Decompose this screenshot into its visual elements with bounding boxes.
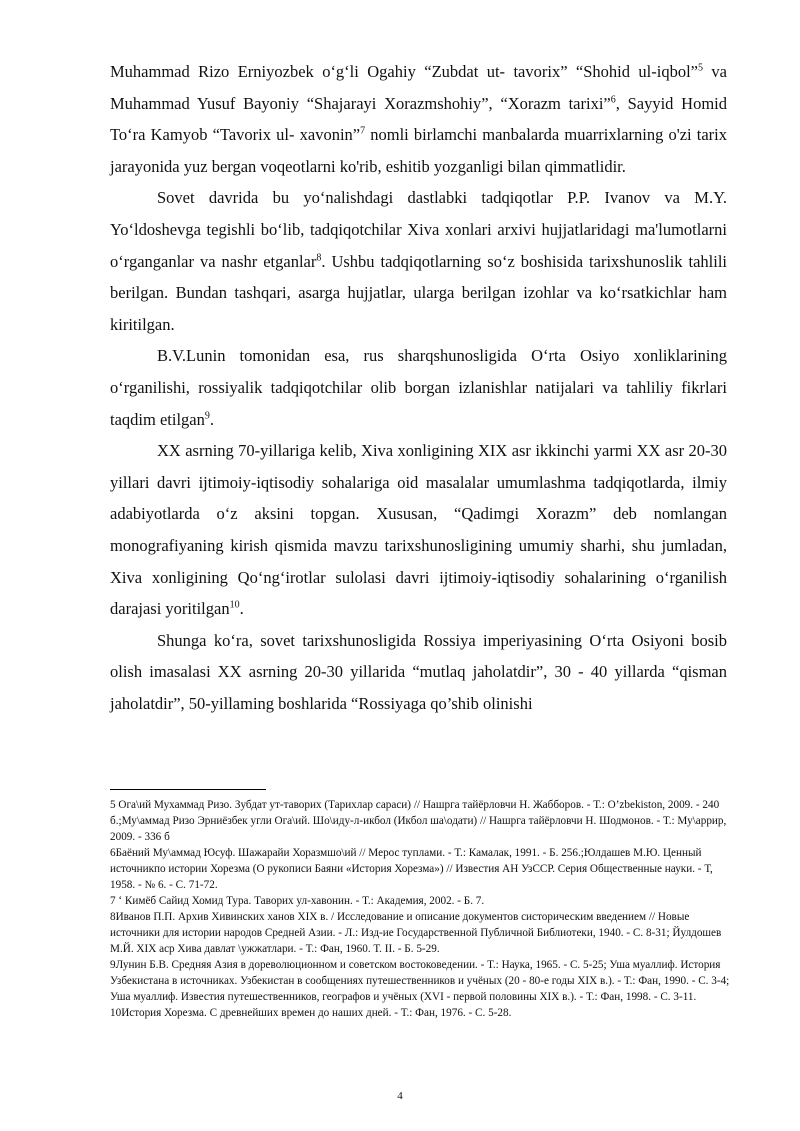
footnote: 7 ʻ Кимёб Сайид Хомид Тура. Таворих ул-хавонин. - Т.: Академия, 2002. - Б. 7. — [110, 895, 485, 907]
paragraph-text: . — [239, 599, 244, 619]
footnotes — [110, 797, 732, 1021]
footnote-marker: 8 — [316, 252, 322, 264]
paragraph-text: Shunga ko‘ra, sovet tarixshunosligida Rossiya imperiyasining O‘rta Osiyoni bosib olish imasalasi XX asrning 20-30 yillarida “mutlaq jaholatdir”, 30 - 40 yillarda “qisman jaholatdir”, 50-yillaming boshlarida “Rossiyaga qo’shib olinishi — [110, 630, 727, 713]
footnote: 5 Ога\ий Мухаммад Ризо. Зубдат ут-таворих (Тарихлар сараси) // Нашрга тайёрловчи Н. Жабборов. - Т.: O’zbekiston, 2009. - 240 б.;Му\аммад Ризо Эрниёзбек угли Ога\ий. Шо\иду-л-икбол (Икбол ша\одати) // Нашрга тайёрловчи Н. Шодмонов. - Т.: Му\аррир, 2009. - 336 б — [110, 799, 727, 843]
footnote-marker: 7 — [360, 125, 366, 137]
paragraph — [110, 182, 727, 340]
paragraph-text: Sovet davrida bu yo‘nalishdagi dastlabki tadqiqotlar P.P. Ivanov va M.Y. Yo‘ldoshevga tegishli bo‘lib, tadqiqotchilar Xiva xonlari arxivi hujjatlaridagi ma'lumotlarni o‘rganganlar va nashr etganlar — [110, 188, 727, 271]
paragraph — [110, 340, 727, 435]
body-text — [110, 56, 727, 719]
paragraph-text: Muhammad Rizo Erniyozbek o‘g‘li Ogahiy “Zubdat ut- tavorix” “Shohid ul-iqbol” — [110, 62, 699, 81]
paragraph-text: , Sayyid Homid To‘ra Kamyob “Tavorix ul- xavonin” — [110, 93, 727, 145]
footnote-marker: 6 — [610, 94, 616, 106]
footnote: 10История Хорезма. С древнейших времен до наших дней. - Т.: Фан, 1976. - С. 5-28. — [110, 1007, 512, 1019]
paragraph — [110, 435, 727, 625]
paragraph-text: . Ushbu tadqiqotlarning so‘z boshisida tarixshunoslik tahlili berilgan. Bundan tashqari, asarga hujjatlar, ularga berilgan izohlar va ko‘rsatkichlar ham kiritilgan. — [110, 251, 727, 334]
paragraph-text: B.V.Lunin tomonidan esa, rus sharqshunosligida O‘rta Osiyo xonliklarining o‘rganilishi, rossiyalik tadqiqotchilar olib borgan izlanishlar natijalari va tahliliy fikrlari taqdim etilgan — [110, 346, 727, 429]
paragraph — [110, 625, 727, 720]
paragraph-text: va Muhammad Yusuf Bayoniy “Shajarayi Xorazmshohiy”, “Xorazm tarixi” — [110, 62, 728, 113]
footnote-marker: 5 — [698, 62, 704, 74]
footnote: 6Баёний Му\аммад Юсуф. Шажарайи Хоразмшо\ий // Мерос туплами. - Т.: Камалак, 1991. - Б. 256.;Юлдашев М.Ю. Ценный источникпо истории Хорезма (О рукописи Баяни «История Хорезма») // Известия АН УзССР. Серия Общественные науки. - Т, 1958. - № 6. - С. 71-72. — [110, 847, 713, 891]
footnote: 8Иванов П.П. Архив Хивинских ханов XIX в. / Исследование и описание документов систорическим введением // Новые источники для истории народов Средней Азии. - Л.: Изд-ие Государственной Публичной Библиотеки, 1940. - С. 8-31; Йулдошев М.Й. XIX аср Хива давлат \ужжатлари. - Т.: Фан, 1960. Т. II. - Б. 5-29. — [110, 911, 722, 955]
footnote-marker: 9 — [204, 410, 210, 422]
paragraph — [110, 56, 727, 182]
footnote-separator — [110, 789, 266, 790]
paragraph-text: . — [209, 409, 214, 429]
footnote-marker: 10 — [229, 599, 240, 611]
paragraph-text: XX asrning 70-yillariga kelib, Xiva xonligining XIX asr ikkinchi yarmi XX asr 20-30 yillari davri ijtimoiy-iqtisodiy sohalariga oid masalalar umumlashma tadqiqotlarda, ilmiy adabiyotlarda o‘z aksini topgan. Xususan, “Qadimgi Xorazm” deb nomlangan monografiyaning kirish qismida mavzu tarixshunosligining umumiy sharhi, shu jumladan, Xiva xonligining Qo‘ng‘irotlar sulolasi davri ijtimoiy-iqtisodiy sohalarining o‘rganilish darajasi yoritilgan — [110, 441, 727, 619]
footnote: 9Лунин Б.В. Средняя Азия в дореволюционном и советском востоковедении. - Т.: Наука, 1965. - С. 5-25; Уша муаллиф. История Узбекистана в источниках. Узбекистан в сообщениях путешественников и учёных (20 - 80-е годы XIX в.). - Т.: Фан, 1990. - С. 3-4; Уша муаллиф. Известия путешественников, географов и учёных (XVI - первой половины XIX в.). - Т.: Фан, 1998. - С. 3-11. — [110, 959, 730, 1003]
paragraph-text: nomli birlamchi manbalarda muarrixlarning o'zi tarix jarayonida yuz bergan voqeotlarni ko'rib, eshitib yozganligi bilan qimmatlidir. — [110, 125, 727, 176]
page-number: 4 — [397, 1090, 403, 1102]
